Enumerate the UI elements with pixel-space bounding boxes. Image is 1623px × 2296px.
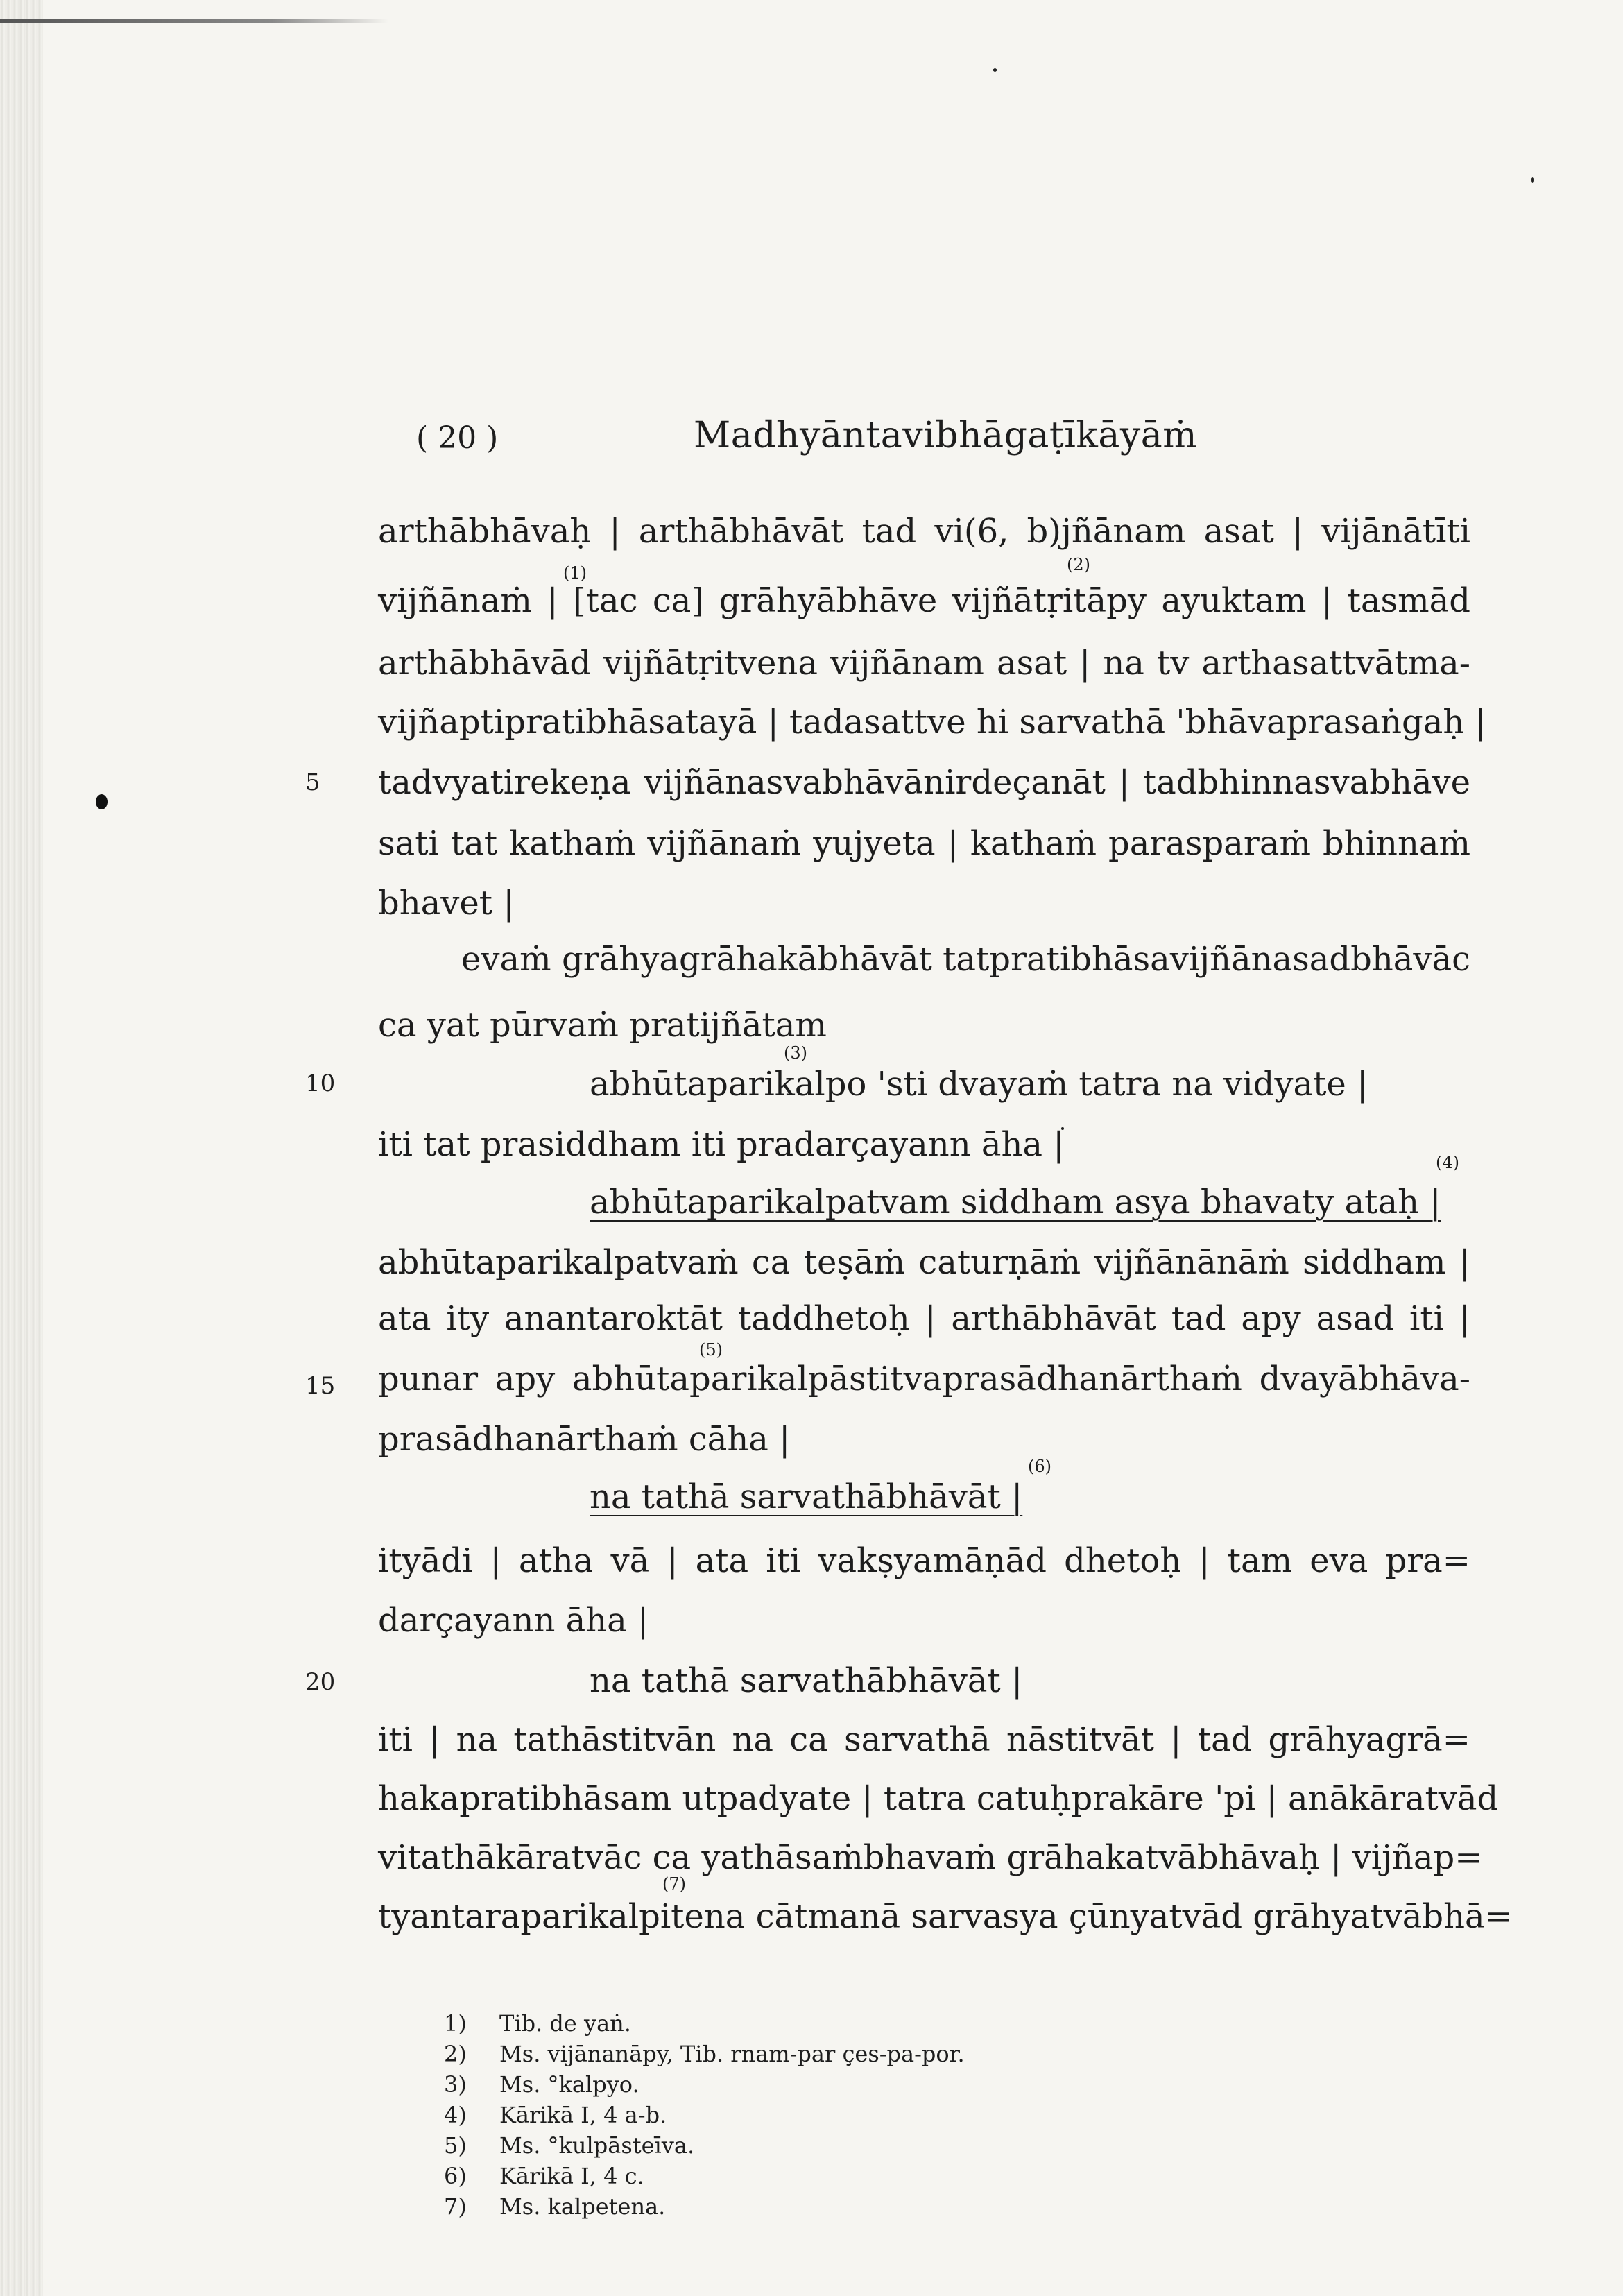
footnote-mark: (1) xyxy=(563,563,587,583)
text-line: vijñaptipratibhāsatayā | tadasattve hi sarvathā 'bhāvaprasaṅgaḥ | xyxy=(378,703,1486,742)
page-speck xyxy=(1531,177,1534,183)
text-line: hakapratibhāsam utpadyate | tatra catuḥprakāre 'pi | anākāratvād xyxy=(378,1779,1499,1818)
text-line: iti | na tathāstitvān na ca sarvathā nāstitvāt | tad grāhyagrā= xyxy=(378,1720,1470,1759)
footnote-mark: (5) xyxy=(699,1340,723,1360)
footnote: 4) Kārikā I, 4 a-b. xyxy=(444,2102,667,2128)
verse-line-underlined: abhūtaparikalpatvam siddham asya bhavaty ataḥ | xyxy=(590,1183,1441,1222)
text-line: evaṁ grāhyagrāhakābhāvāt tatpratibhāsavijñānasadbhāvāc xyxy=(461,940,1470,979)
text-line: sati tat kathaṁ vijñānaṁ yujyeta | kathaṁ parasparaṁ bhinnaṁ xyxy=(378,824,1470,863)
text-line: ata ity anantaroktāt taddhetoḥ | arthābhāvāt tad apy asad iti | xyxy=(378,1299,1470,1338)
verse-line: na tathā sarvathābhāvāt | xyxy=(590,1661,1023,1700)
footnote: 3) Ms. °kalpyo. xyxy=(444,2071,639,2098)
page-number: ( 20 ) xyxy=(416,420,499,456)
text-line: punar apy abhūtaparikalpāstitvaprasādhanārthaṁ dvayābhāva- xyxy=(378,1360,1470,1398)
line-number: 20 xyxy=(305,1668,336,1696)
footnote-mark: (3) xyxy=(784,1043,807,1063)
text-line: darçayann āha | xyxy=(378,1601,649,1640)
text-line: arthābhāvād vijñātṛitvena vijñānam asat | na tv arthasattvātma- xyxy=(378,644,1470,683)
text-line: ca yat pūrvaṁ pratijñātam xyxy=(378,1006,827,1045)
text-line: bhavet | xyxy=(378,884,515,923)
line-number: 10 xyxy=(305,1070,336,1097)
line-number: 5 xyxy=(305,769,320,796)
text-line: arthābhāvaḥ | arthābhāvāt tad vi(6, b)jñānam asat | vijānātīti xyxy=(378,512,1470,551)
text-line: prasādhanārthaṁ cāha | xyxy=(378,1420,791,1459)
text-line: tadvyatirekeṇa vijñānasvabhāvānirdeçanāt | tadbhinnasvabhāve xyxy=(378,763,1470,802)
top-edge-rule xyxy=(0,19,388,23)
footnote: 1) Tib. de yaṅ. xyxy=(444,2010,631,2037)
margin-ink-blot xyxy=(96,794,108,809)
footnote-mark: (6) xyxy=(1028,1457,1051,1476)
text-line: abhūtaparikalpatvaṁ ca teṣāṁ caturṇāṁ vijñānānāṁ siddham | xyxy=(378,1243,1470,1282)
footnote: 6) Kārikā I, 4 c. xyxy=(444,2163,644,2189)
text-line: vitathākāratvāc ca yathāsaṁbhavaṁ grāhakatvābhāvaḥ | vijñap= xyxy=(378,1838,1483,1877)
text-line: ityādi | atha vā | ata iti vakṣyamāṇād dhetoḥ | tam eva pra= xyxy=(378,1541,1470,1580)
footnote-mark: (2) xyxy=(1067,555,1090,574)
page-binding-shadow xyxy=(0,0,43,2296)
page-header xyxy=(0,415,1623,463)
text-line: iti tat prasiddham iti pradarçayann āha | xyxy=(378,1125,1065,1164)
footnote-mark: (7) xyxy=(662,1874,686,1894)
page-speck xyxy=(993,68,997,72)
footnote-mark: (4) xyxy=(1436,1153,1459,1172)
footnotes xyxy=(444,2008,965,2222)
running-title: Madhyāntavibhāgaṭīkāyāṁ xyxy=(694,415,1198,456)
text-line: vijñānaṁ | [tac ca] grāhyābhāve vijñātṛitāpy ayuktam | tasmād xyxy=(378,581,1470,620)
footnote: 5) Ms. °kulpāsteīva. xyxy=(444,2132,695,2159)
text-line: tyantaraparikalpitena cātmanā sarvasya çūnyatvād grāhyatvābhā= xyxy=(378,1897,1513,1936)
footnote: 2) Ms. vijānanāpy, Tib. rnam-par çes-pa-por. xyxy=(444,2041,965,2067)
verse-line: abhūtaparikalpo 'sti dvayaṁ tatra na vidyate | xyxy=(590,1065,1368,1104)
verse-line-underlined: na tathā sarvathābhāvāt | xyxy=(590,1477,1023,1516)
footnote: 7) Ms. kalpetena. xyxy=(444,2193,666,2220)
line-number: 15 xyxy=(305,1372,336,1400)
